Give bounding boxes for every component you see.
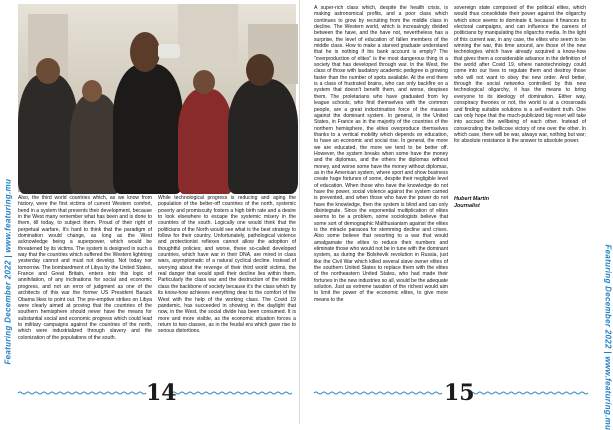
author-name: Hubert Martin <box>454 196 490 202</box>
squiggle-divider <box>18 391 146 395</box>
paragraph: A super-rich class which, despite the health crisis, is making astronomical profits, and a poor class which continues to grow by recruiting from the middle class in decline. The Western world, which is increasingly divided between the have, and the have not, nevertheless has a surprise, the level of education of fallen members of the middle class. How to make a starved graduate understand that he is nothing if his bank account is empty? The "overproduction of elites" is the most dangerous thing in a society that has developed through war. In the West, the class of those with laudatory academic pedigree is growing faster than the number of spots available. At the end there is a class of frustrated brains, who can only backfire on a system that doesn't benefit them, and worse, despises them. The proletarians who have graduated from Ivy league schools, who find themselves with the common people, are a great indoctrination force of the masses against the dominant system. In general, in the United States, in France as in the majority of the countries of the northern hemisphere, the elites overproduce themselves thanks to a vertical mobility which depends on education, to have an economic and social rise. In general, the more we are educated, the more we tend to be better off. However, the system breaks when some have the money and the diplomas, and the others the diplomas without money, and worse some have the money without diplomas, as in the American system, where sport and show business create huge fortunes of some, despite their negligible level of education. When those who have the knowledge do not have the power, social violence against the system carried is prevented, and when those who have the power do not have the knowledge, then the system is blind and can only disintegrate. Since the exponential multiplication of elites seems to be a problem, some sociologists believe that some sort of demographic Malthusianism against the elites is the miracle panacea for stemming decline and crises. Also some believe that resorting to a war that would amalgamate the elites to reduce their numbers and eliminate those who would not be in tune with the dominant system, as during the Bolshevik revolution in Russia, just like the Civil War which killed several slave owner elites of the southern United States to replace them with the elites of the northeastern United States, who had made their fortunes in the new industries so all, would be the adequate solution. Just as extreme taxation of the richest would aim to limit the power of the economic elites, to give more means to the <box>314 5 448 303</box>
text-column-left-a <box>18 195 152 405</box>
left-page <box>0 0 300 424</box>
right-page <box>300 0 600 424</box>
credit-left: Featuring December 2022 | www.featuring.mu <box>3 178 13 365</box>
squiggle-divider <box>314 391 442 395</box>
paragraph: sovereign state composed of the political elites, which would thus consolidate their power against the oligarchy which since seems to dominate it, because it finances its electoral campaigns, and can influence the careers of politicians by manipulating the oligarchs media. In the light of this current war, in any case, the elites who seem to be winning the war, this time around, are those of the new technologies which have already acquired a know-how that gives them a considerable advance in the definition of the world after Covid 19, where nanotechnology could come into our lives to regulate them and destroy those who will not want to obey the new order. And better, through the social networks controlled by this new technological oligarchy, it has the means to bring everyone to its ideology of domination. Either way, conspiracy theories or not, the world is at a crossroads and finding suitable solutions is a self-evident truth. One can only hope that the much-publicized big reset will take into account the wellbeing of each other. Instead of consecrating the bellicose victory of one over the other. In which case, there will be war, always war, nothing but war; for absolute resistance is the answer to absolute power. <box>454 5 586 145</box>
text-column-right-a <box>314 5 448 385</box>
author-role: Journalist <box>454 202 480 209</box>
paragraph: While technological progress is reducing and aging the population of the better-off countries of the north, systemic poverty and promiscuity fosters a high birth rate and a desire to look elsewhere to escape the systemic misery in the countries of the south. Logically one would think that the politicians of the North would see what is the best strategy to follow for their country. Unfortunately, pathological violence and protectionist reflexes cannot allow the adoption of thoughtful policies; and worse, these so-called developed countries, which have war in their DNA, are mired in class wars, asymptomatic of a natural cyclical decline. Instead of worrying about the revenge of their third world victims, the real danger that would spell their decline lies within them. Particularly the class war and the destruction of the middle class the backbone of society because it's the class which by its know-how achieves everything dear to the comfort of the West with the help of the working class. The Covid 19 pandemic, has succeeded in showing in the daylight that now, in the West, the social divide has been consumed. It is more and more visible, as the economic situation forces a return to two classes, as in the feudal era which gave rise to serious distortions. <box>158 195 296 335</box>
page-number-right: 15 <box>444 380 475 406</box>
squiggle-divider <box>172 391 292 395</box>
text-column-right-b <box>454 5 586 205</box>
page-number-left: 14 <box>146 380 177 406</box>
protest-crowd-photo <box>18 4 296 192</box>
paragraph: Also, the third world countries which, as we know from history, were the first victims of current Western comfort, bend in a system that prevents their development, because in the West many remember what has been and is done to them, till today, to subject them. Proud of their right of perpetual warfare, It's hard to think that the paradigm of domination would change, as long as the West acknowledge being a superpower, which would be threatened by its victims. The system is designed in such a way that the countries which suffered the Western lightning yesterday cannot and must not develop. Not today nor tomorrow. The bombardment of Libya by the United States, France and Great Britain, enters into this logic of annihilation, of any inclinations for social and economic progress, and not an error of judgment as one of the architects of this war the former US President Barack Obama likes to point out. The pre-emptive strikes on Libya were clearly aimed at proving that the countries of the southern hemisphere should never have the means for substantial social and economic progress which could lead to military campaigns against the countries of the north, which were industrialized through slavery and the colonization of the populations of the south. <box>18 195 152 341</box>
squiggle-divider <box>470 391 588 395</box>
text-column-left-b <box>158 195 296 405</box>
credit-right: Featuring December 2022 | www.featuring.mu <box>603 244 613 430</box>
author-signature <box>454 196 489 209</box>
